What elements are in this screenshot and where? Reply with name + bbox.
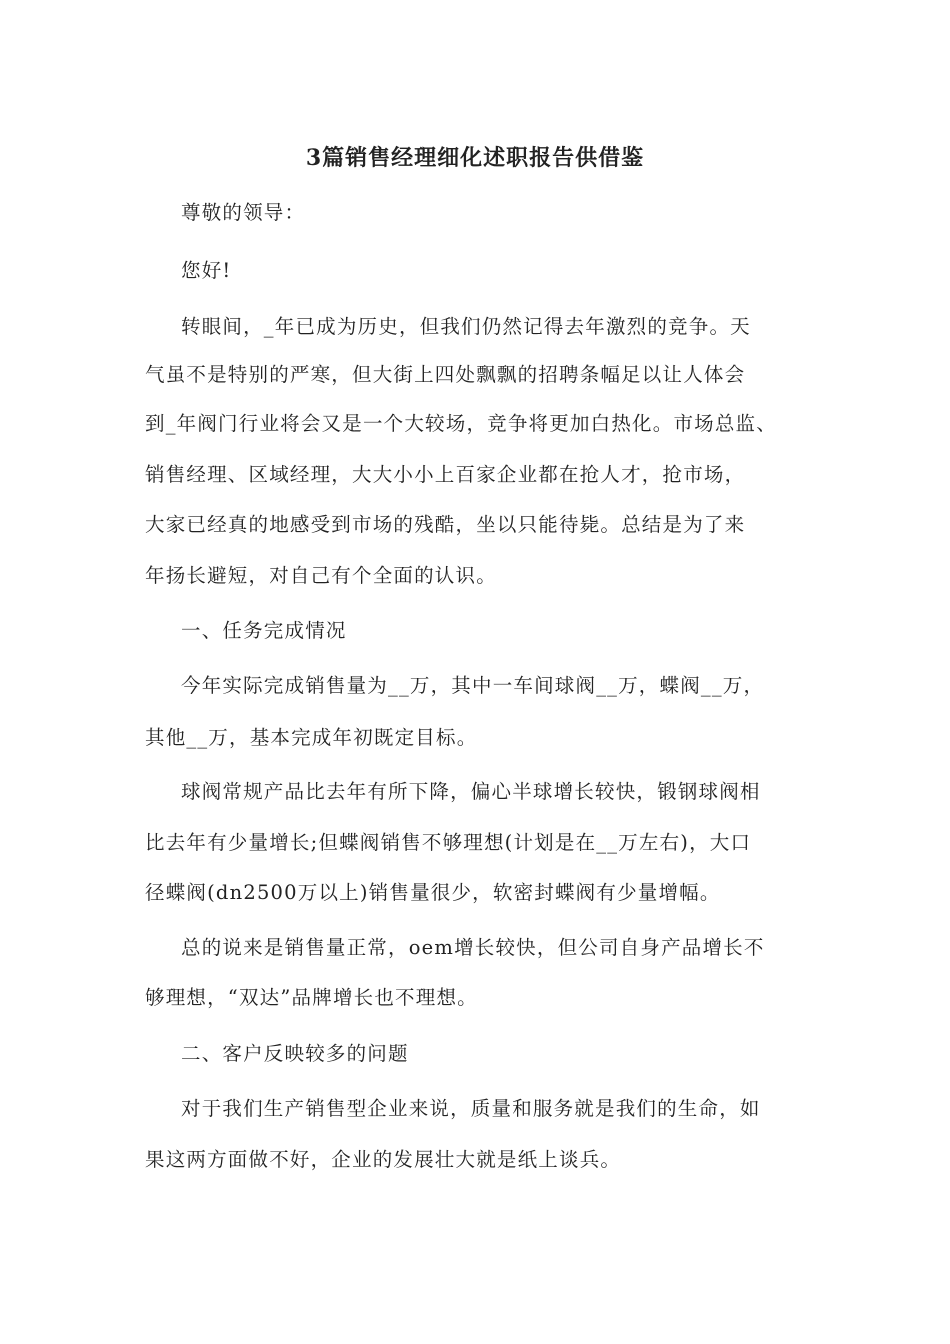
paragraph-line: 年扬长避短，对自己有个全面的认识。 (145, 564, 497, 587)
paragraph-line: 转眼间，_年已成为历史，但我们仍然记得去年激烈的竞争。天 (181, 315, 751, 338)
paragraph-line: 其他__万，基本完成年初既定目标。 (145, 726, 478, 749)
paragraph-line: 气虽不是特别的严寒，但大街上四处飘飘的招聘条幅足以让人体会 (145, 363, 746, 386)
paragraph-line: 总的说来是销售量正常，oem增长较快，但公司自身产品增长不 (181, 936, 765, 959)
paragraph-line: 今年实际完成销售量为__万，其中一车间球阀__万，蝶阀__万， (181, 674, 765, 697)
section-heading-2: 二、客户反映较多的问题 (181, 1042, 409, 1065)
greeting: 您好! (181, 259, 232, 282)
paragraph-line: 球阀常规产品比去年有所下降，偏心半球增长较快，锻钢球阀相 (181, 780, 761, 803)
paragraph-line: 到_年阀门行业将会又是一个大较场，竞争将更加白热化。市场总监、 (145, 412, 777, 435)
salutation: 尊敬的领导： (181, 201, 306, 224)
paragraph-line: 对于我们生产销售型企业来说，质量和服务就是我们的生命，如 (181, 1097, 761, 1120)
section-heading-1: 一、任务完成情况 (181, 619, 347, 642)
paragraph-line: 径蝶阀(dn2500万以上)销售量很少，软密封蝶阀有少量增幅。 (145, 881, 721, 904)
paragraph-line: 销售经理、区域经理，大大小小上百家企业都在抢人才，抢市场， (145, 463, 746, 486)
paragraph-line: 比去年有少量增长;但蝶阀销售不够理想(计划是在__万左右)，大口 (145, 831, 752, 854)
paragraph-line: 够理想，“双达”品牌增长也不理想。 (145, 986, 478, 1009)
paragraph-line: 果这两方面做不好，企业的发展壮大就是纸上谈兵。 (145, 1148, 622, 1171)
paragraph-line: 大家已经真的地感受到市场的残酷，坐以只能待毙。总结是为了来 (145, 513, 746, 536)
document-title: 3篇销售经理细化述职报告供借鉴 (305, 145, 645, 171)
